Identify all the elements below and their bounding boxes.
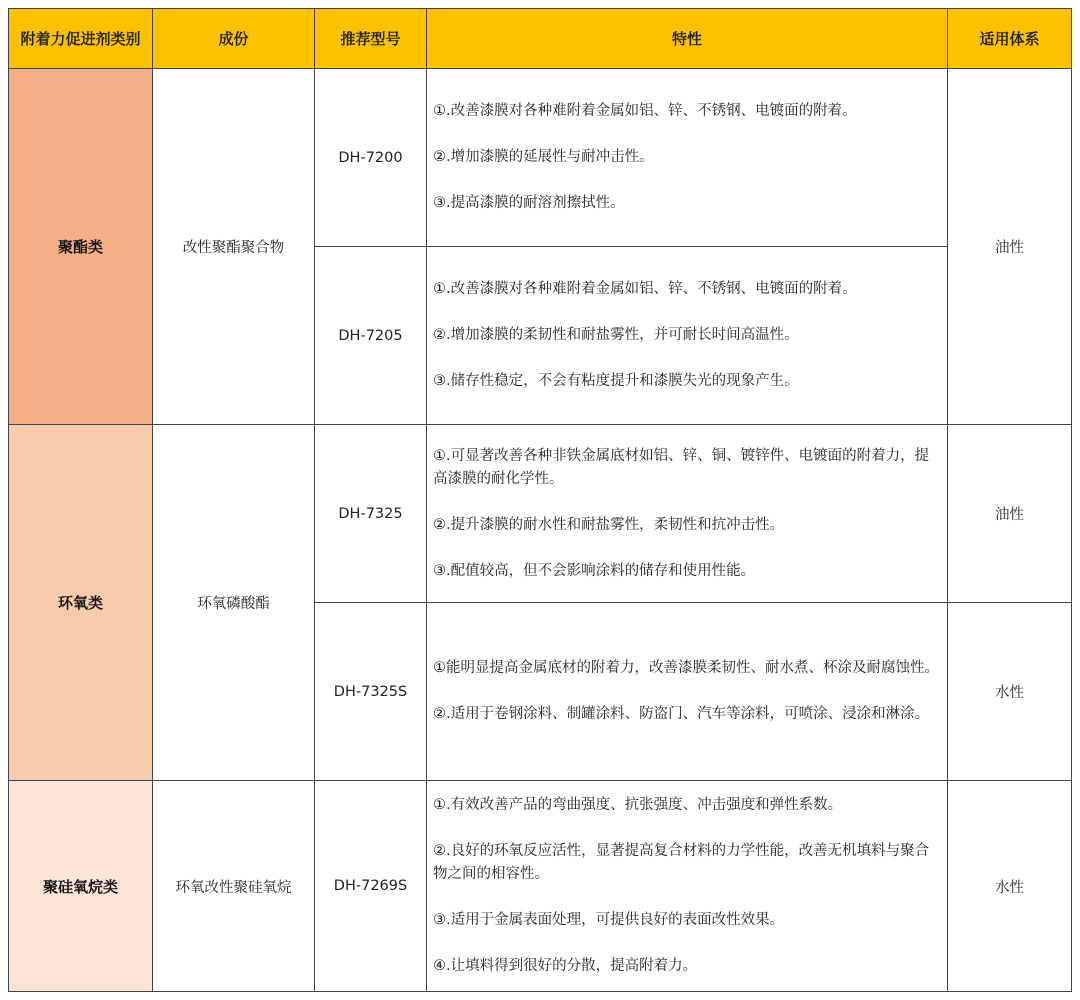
system-dh-7269s: 水性 bbox=[947, 780, 1072, 992]
features-dh-7200 bbox=[426, 68, 948, 247]
feature-item: ②.增加漆膜的柔韧性和耐盐雾性，并可耐长时间高温性。 bbox=[433, 327, 799, 343]
component-epoxy: 环氧磷酸酯 bbox=[152, 424, 315, 781]
header-component: 成份 bbox=[152, 8, 315, 69]
feature-item: ④.让填料得到很好的分散，提高附着力。 bbox=[433, 958, 698, 974]
feature-item: ②.适用于卷钢涂料、制罐涂料、防盗门、汽车等涂料，可喷涂、浸涂和淋涂。 bbox=[433, 706, 930, 722]
adhesion-promoter-table bbox=[8, 8, 1072, 992]
model-dh-7200: DH-7200 bbox=[314, 68, 427, 247]
feature-item: ②.良好的环氧反应活性，显著提高复合材料的力学性能，改善无机填料与聚合物之间的相容性。 bbox=[433, 843, 930, 882]
model-dh-7205: DH-7205 bbox=[314, 246, 427, 425]
category-polyester: 聚酯类 bbox=[8, 68, 153, 425]
system-dh-7325s: 水性 bbox=[947, 602, 1072, 781]
feature-item: ①能明显提高金属底材的附着力，改善漆膜柔韧性、耐水煮、杯涂及耐腐蚀性。 bbox=[433, 660, 939, 676]
category-epoxy: 环氧类 bbox=[8, 424, 153, 781]
category-polysiloxane: 聚硅氧烷类 bbox=[8, 780, 153, 992]
system-polyester: 油性 bbox=[947, 68, 1072, 425]
feature-item: ①.改善漆膜对各种难附着金属如铝、锌、不锈钢、电镀面的附着。 bbox=[433, 103, 857, 119]
feature-item: ①.改善漆膜对各种难附着金属如铝、锌、不锈钢、电镀面的附着。 bbox=[433, 281, 857, 297]
header-system: 适用体系 bbox=[947, 8, 1072, 69]
feature-item: ①.有效改善产品的弯曲强度、抗张强度、冲击强度和弹性系数。 bbox=[433, 797, 843, 813]
system-dh-7325: 油性 bbox=[947, 424, 1072, 603]
feature-item: ①.可显著改善各种非铁金属底材如铝、锌、铜、镀锌件、电镀面的附着力，提高漆膜的耐化学性。 bbox=[433, 447, 930, 487]
component-polysiloxane: 环氧改性聚硅氧烷 bbox=[152, 780, 315, 992]
features-dh-7325 bbox=[426, 424, 948, 603]
features-dh-7269s bbox=[426, 780, 948, 992]
features-dh-7205 bbox=[426, 246, 948, 425]
component-polyester: 改性聚酯聚合物 bbox=[152, 68, 315, 425]
feature-item: ③.提高漆膜的耐溶剂擦拭性。 bbox=[433, 195, 625, 211]
header-category: 附着力促进剂类别 bbox=[8, 8, 153, 69]
header-model: 推荐型号 bbox=[314, 8, 427, 69]
features-dh-7325s bbox=[426, 602, 948, 781]
feature-item: ②.提升漆膜的耐水性和耐盐雾性，柔韧性和抗冲击性。 bbox=[433, 516, 785, 533]
model-dh-7325s: DH-7325S bbox=[314, 602, 427, 781]
feature-item: ②.增加漆膜的延展性与耐冲击性。 bbox=[433, 149, 654, 165]
feature-item: ③.储存性稳定，不会有粘度提升和漆膜失光的现象产生。 bbox=[433, 373, 799, 389]
feature-item: ③.配值较高，但不会影响涂料的储存和使用性能。 bbox=[433, 562, 756, 579]
header-features: 特性 bbox=[426, 8, 948, 69]
model-dh-7325: DH-7325 bbox=[314, 424, 427, 603]
model-dh-7269s: DH-7269S bbox=[314, 780, 427, 992]
feature-item: ③.适用于金属表面处理，可提供良好的表面改性效果。 bbox=[433, 912, 785, 928]
